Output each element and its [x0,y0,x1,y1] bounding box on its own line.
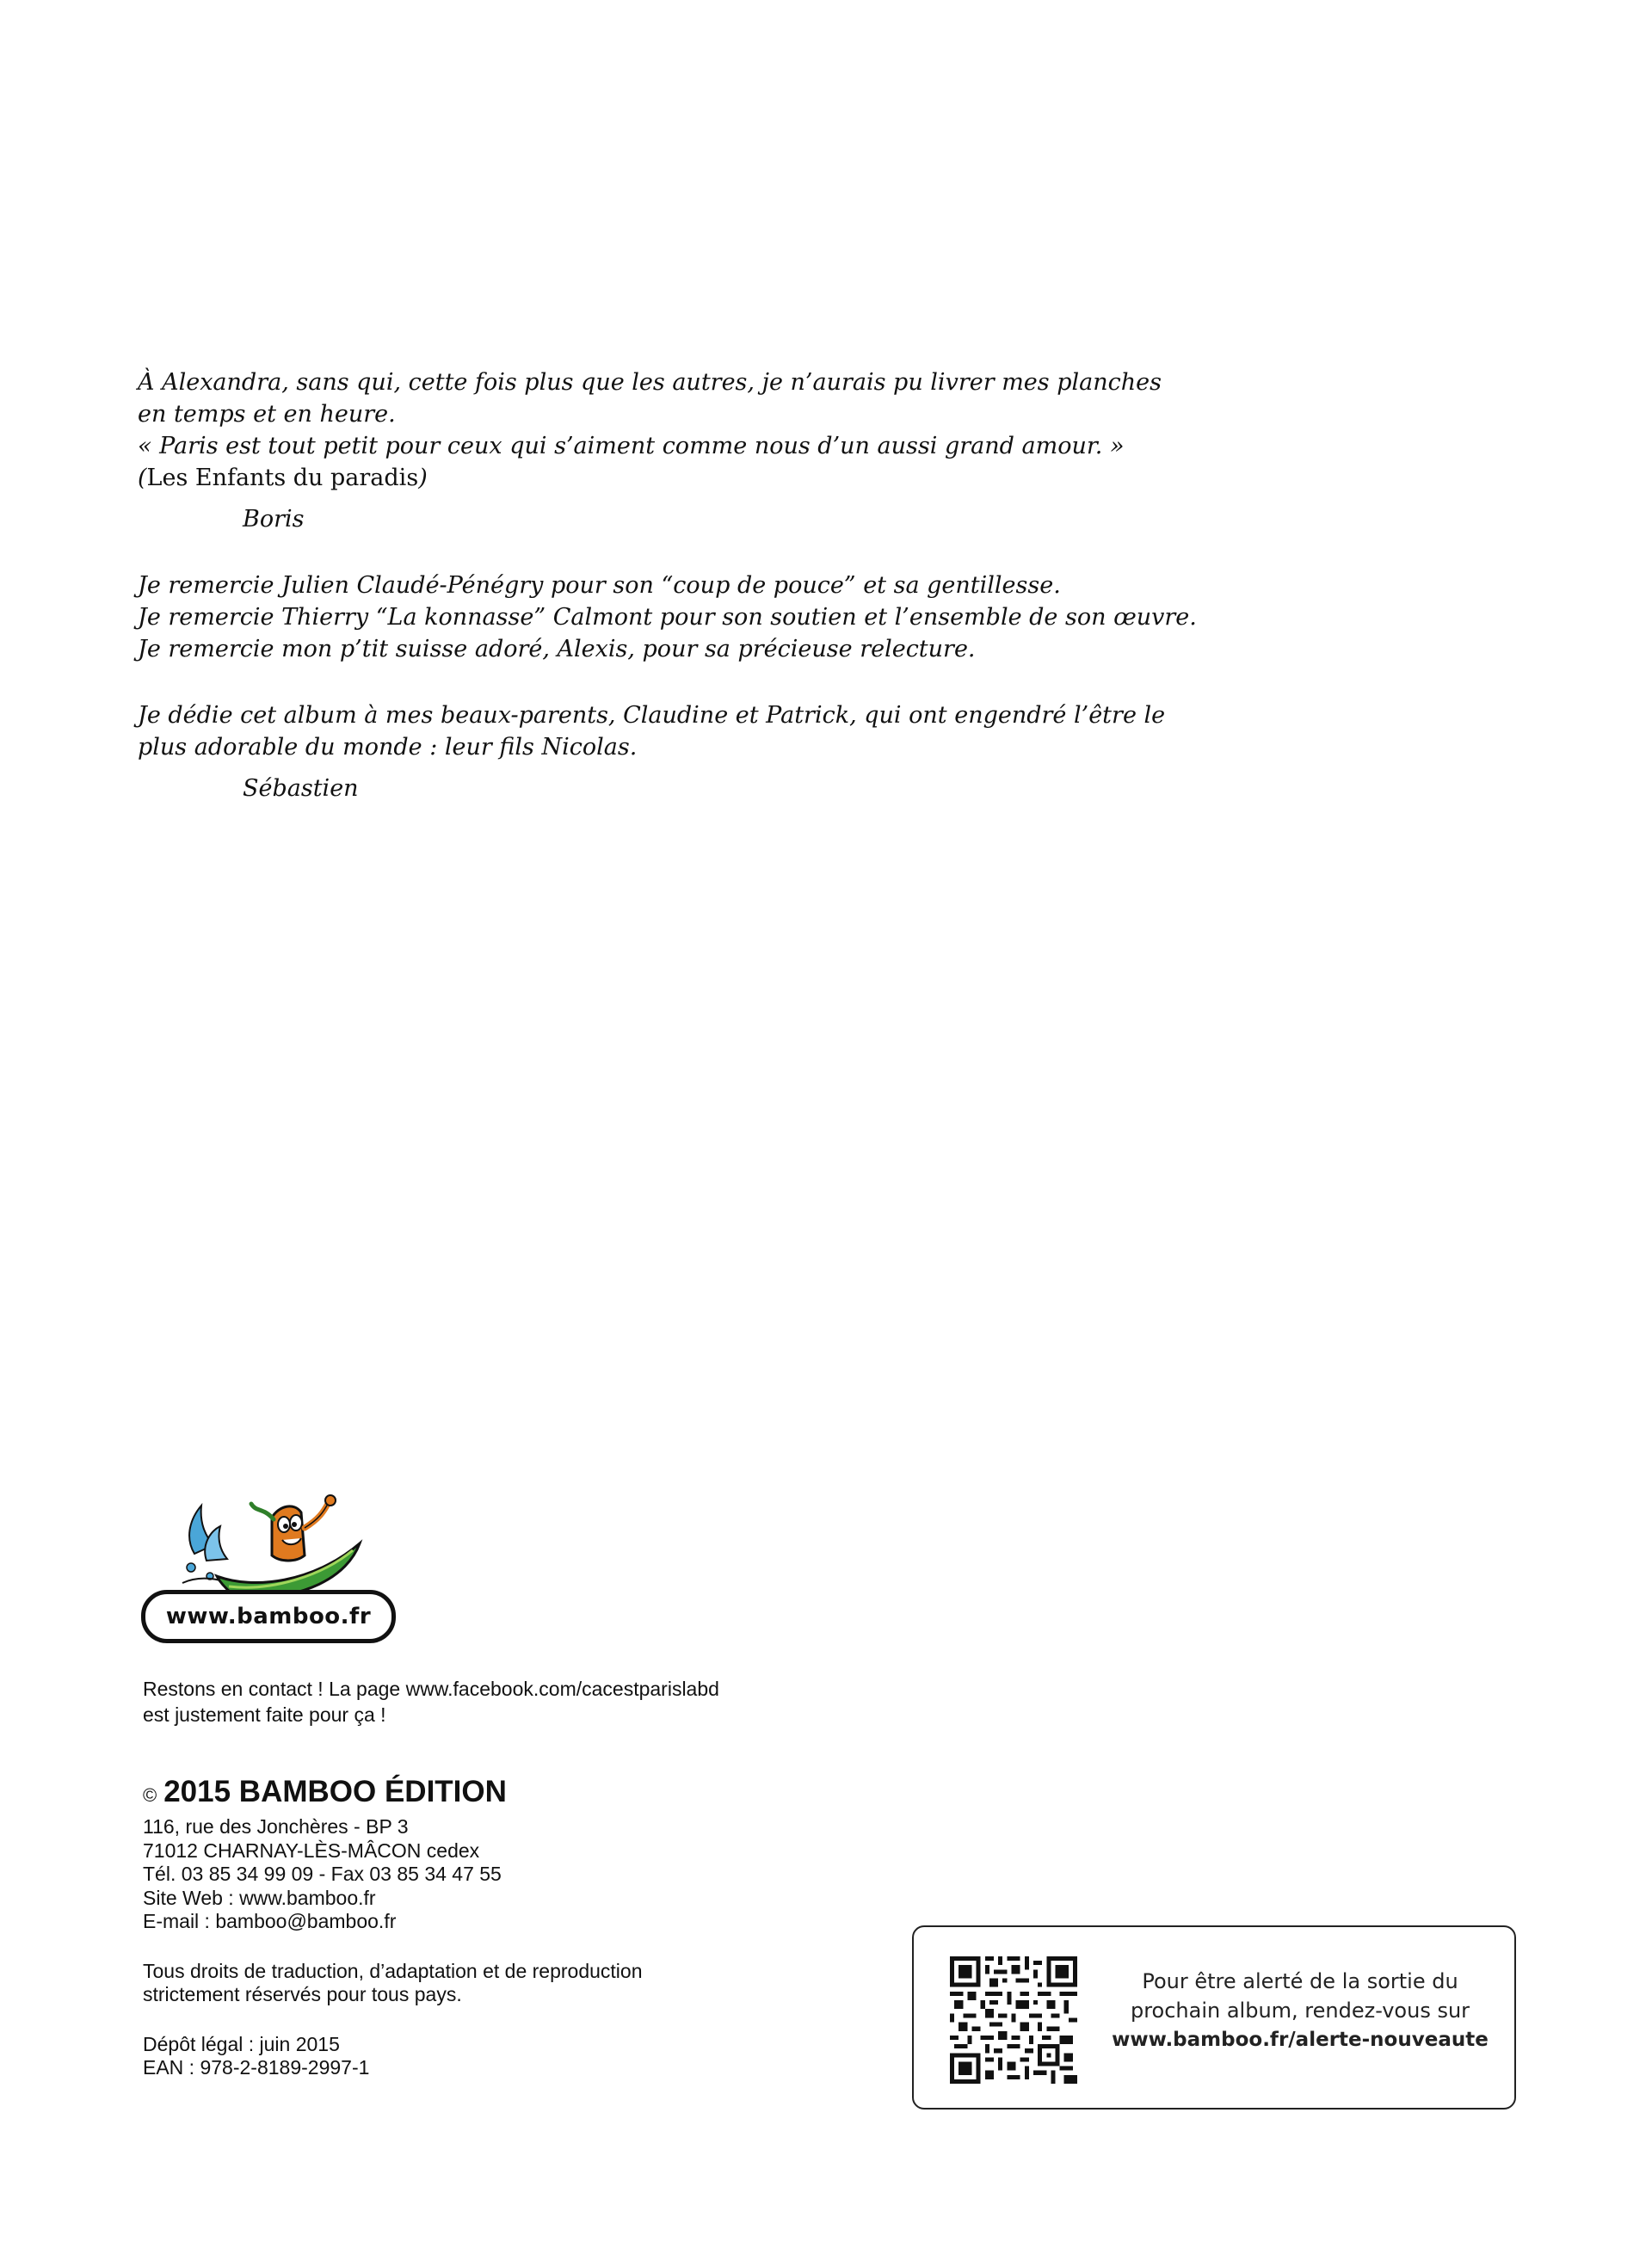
paren-close: ) [418,465,428,491]
dedication-line: À Alexandra, sans qui, cette fois plus que les autres, je n’aurais pu livrer mes planches [138,369,1162,396]
copyright-symbol: © [143,1784,157,1806]
rights-line: Tous droits de traduction, d’adaptation et de reproduction [143,1959,643,1982]
publisher-heading [143,1774,917,1814]
qr-code-icon[interactable] [950,1956,1077,2084]
email-line: E-mail : bamboo@bamboo.fr [143,1910,397,1932]
website-badge[interactable]: www.bamboo.fr [141,1590,396,1643]
address-line: 71012 CHARNAY-LÈS-MÂCON cedex [143,1839,480,1862]
dedication-line: Je dédie cet album à mes beaux-parents, Claudine et Patrick, qui ont engendré l’être le [138,702,1166,729]
film-reference [138,462,1213,494]
alert-text [1098,1967,1502,2054]
signature-sebastien: Sébastien [243,775,359,802]
paren-open: ( [138,465,147,491]
signature-boris: Boris [243,506,305,533]
legal-deposit-line: Dépôt légal : juin 2015 [143,2032,340,2055]
film-title: Les Enfants du paradis [146,465,419,491]
website-line: Site Web : www.bamboo.fr [143,1886,376,1909]
rights-line: strictement réservés pour tous pays. [143,1983,462,2005]
thanks-line: Je remercie mon p’tit suisse adoré, Alexis, pour sa précieuse relecture. [138,636,976,662]
bamboo-canoe-mascot-icon [176,1494,373,1605]
phone-line: Tél. 03 85 34 99 09 - Fax 03 85 34 47 55 [143,1863,502,1885]
alert-line: Pour être alerté de la sortie du [1142,1969,1458,1993]
alert-url-link[interactable]: www.bamboo.fr/alerte-nouveaute [1112,2029,1489,2051]
thanks-line: Je remercie Julien Claudé-Pénégry pour son “coup de pouce” et sa gentillesse. [138,572,1061,599]
ean-line: EAN : 978-2-8189-2997-1 [143,2056,370,2079]
contact-line: est justement faite pour ça ! [143,1703,386,1726]
bamboo-logo[interactable] [141,1494,403,1652]
alert-line: prochain album, rendez-vous sur [1130,1999,1470,2023]
contact-section [143,1676,917,1728]
dedication-line: en temps et en heure. [138,401,396,428]
dedications-section [138,366,1213,804]
address-line: 116, rue des Jonchères - BP 3 [143,1815,409,1838]
new-release-alert-box [912,1925,1516,2110]
dedication-quote: « Paris est tout petit pour ceux qui s’aiment comme nous d’un aussi grand amour. » [138,433,1125,459]
contact-line: Restons en contact ! La page www.facebook.com/cacestparislabd [143,1678,719,1700]
thanks-line: Je remercie Thierry “La konnasse” Calmont pour son soutien et l’ensemble de son œuvre. [138,604,1197,631]
dedication-line: plus adorable du monde : leur fils Nicolas. [138,734,638,761]
publisher-section [143,1774,917,2080]
publisher-name: 2015 BAMBOO ÉDITION [163,1775,507,1808]
